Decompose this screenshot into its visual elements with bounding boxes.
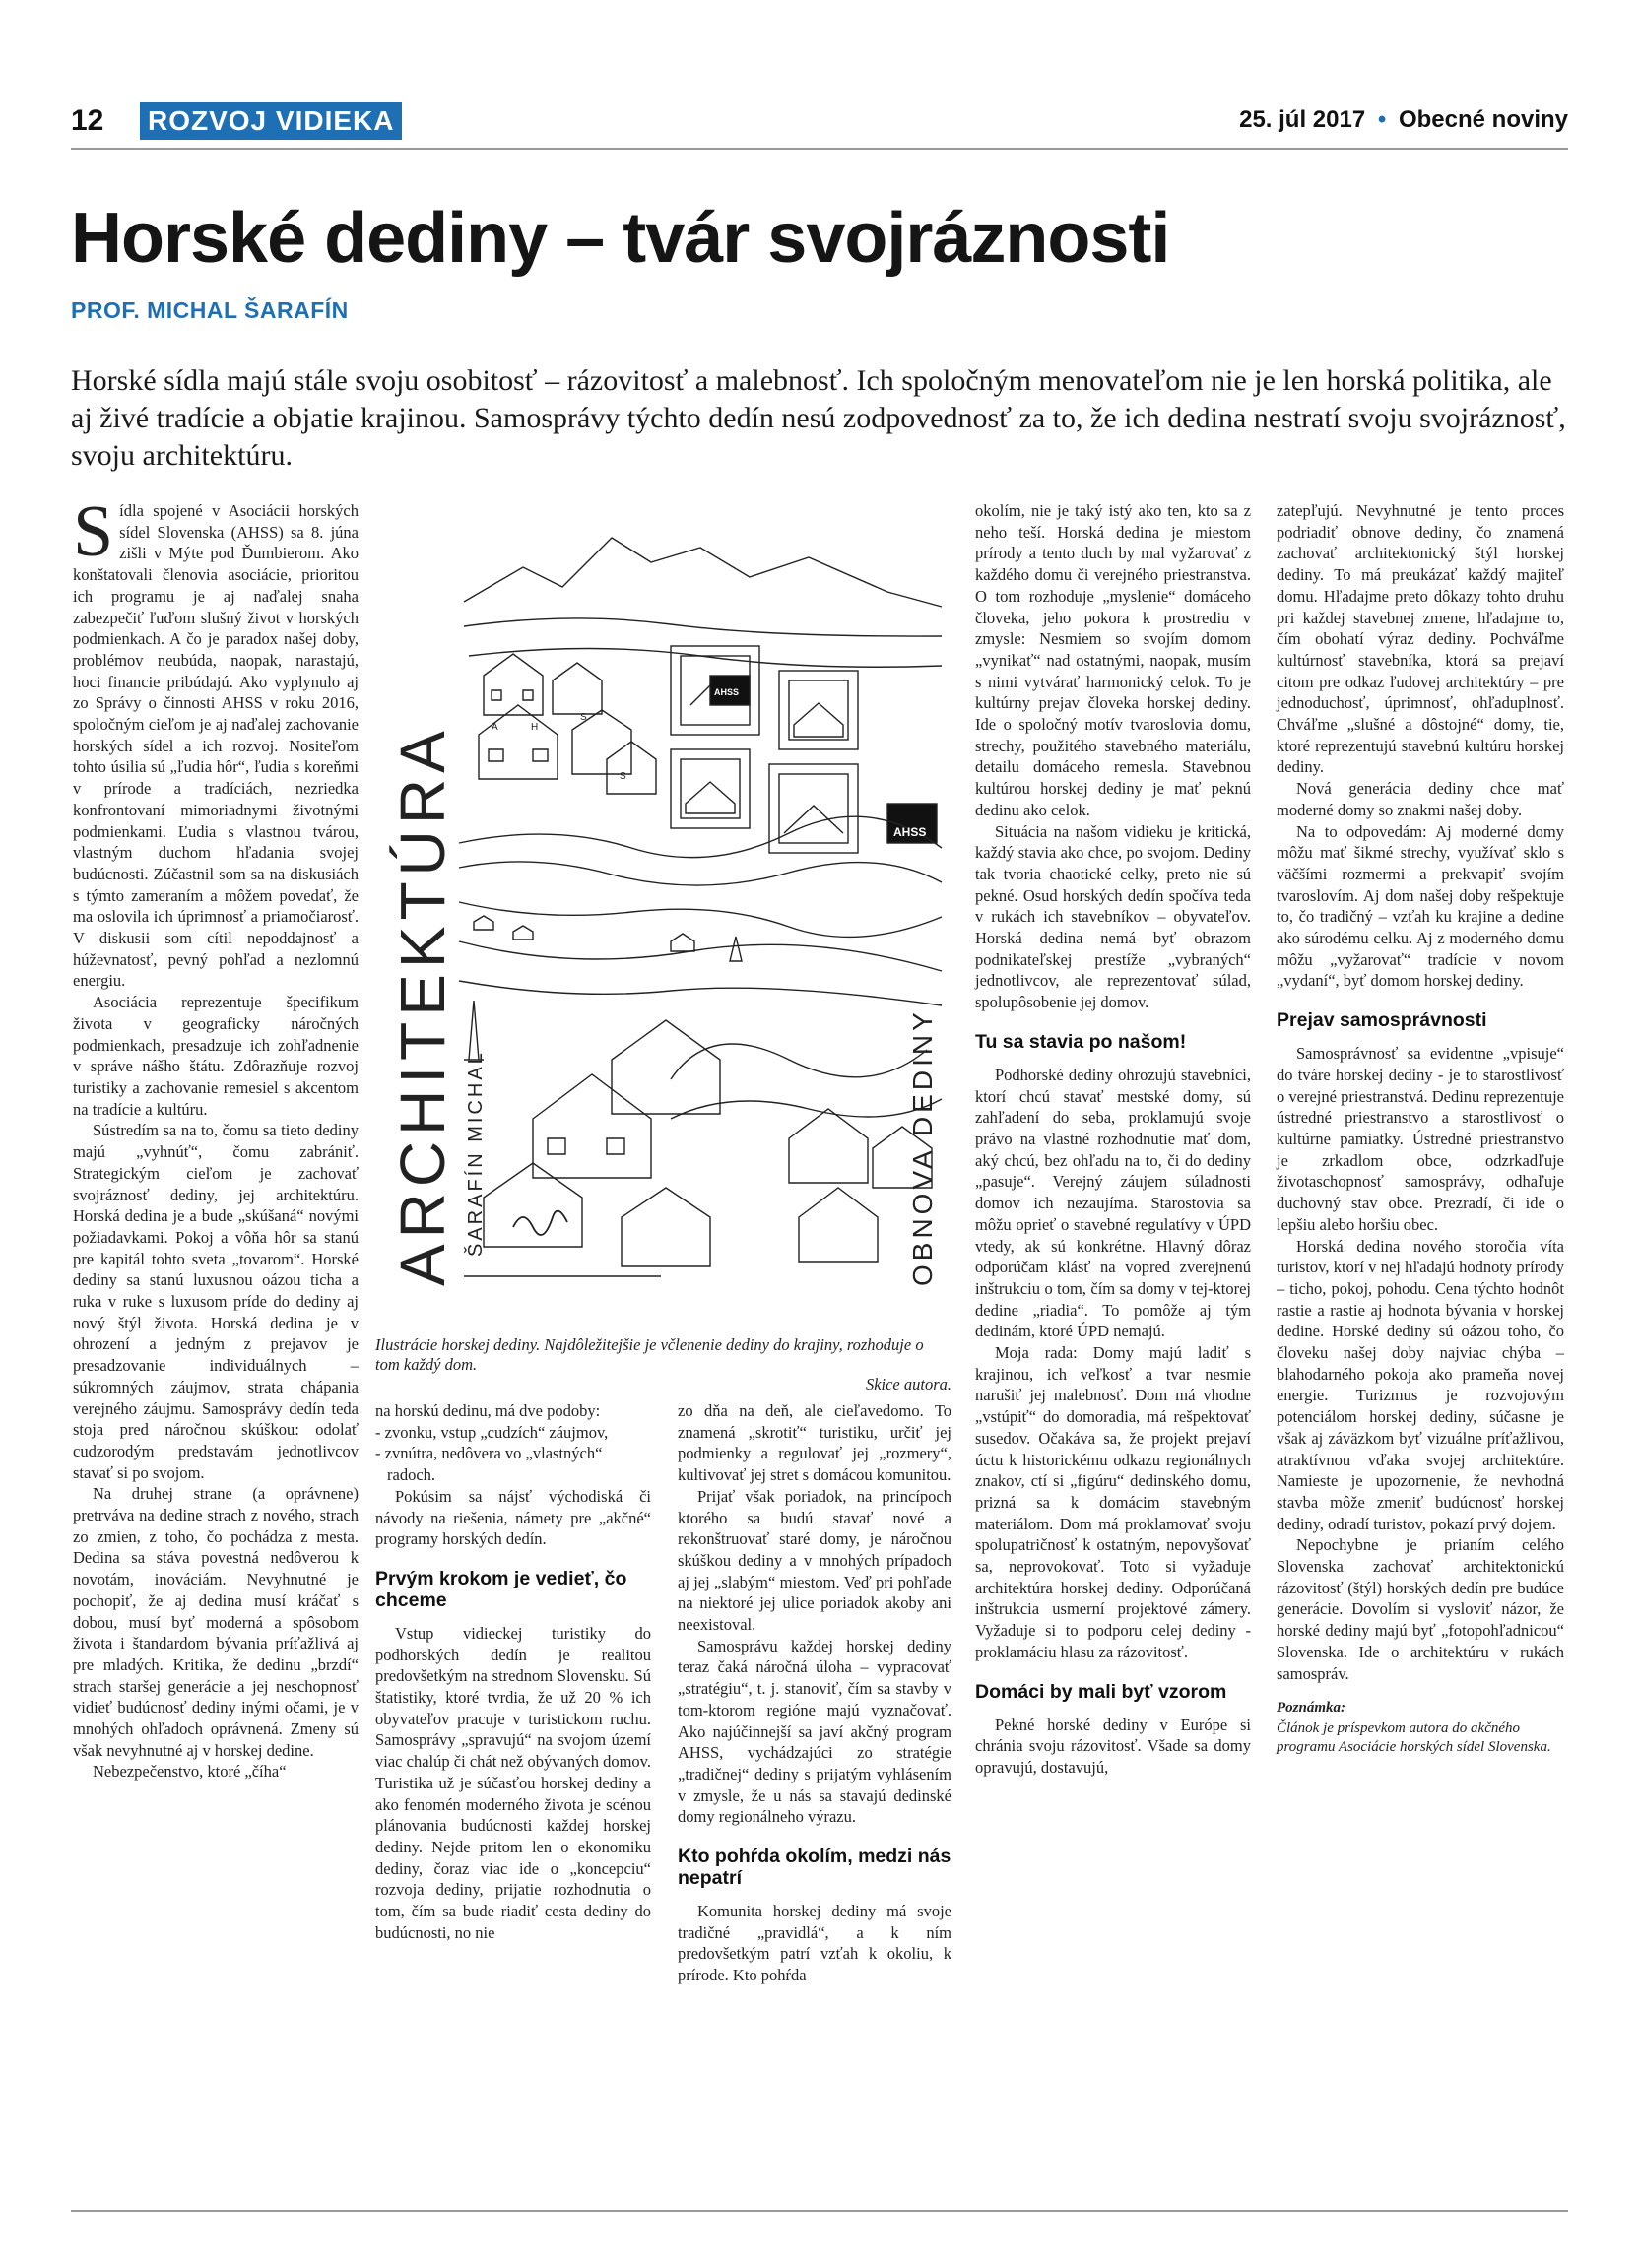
caption-credit: Skice autora. (865, 1375, 951, 1393)
list-item: - zvnútra, nedôvera vo „vlastných“ radoch. (375, 1444, 603, 1485)
paragraph: Pokúsim sa nájsť východiská či návody na riešenia, námety pre „akčné“ programy horských dedín. (375, 1486, 651, 1549)
issue-date: 25. júl 2017 (1239, 106, 1366, 133)
paragraph: Pekné horské dediny v Európe si chránia svoju rázovitosť. Všade sa domy opravujú, dostavujú, (975, 1715, 1251, 1777)
article-author: PROF. MICHAL ŠARAFÍN (71, 297, 349, 323)
column-5 (1277, 500, 1564, 1758)
paragraph: Sídla spojené v Asociácii horských sídel Slovenska (AHSS) sa 8. júna zišli v Mýte pod Ďumbierom. Ako konštatovali členovia asociácie, prioritou ich programu je aj naďalej snaha zabezpečiť ľuďom slušný život v horských podmienkach. A čo je paradox našej doby, problémov neubúda, naopak, narastajú, hoci financie pribúdajú. Ako vyplynulo aj zo Správy o činnosti AHSS v roku 2016, spoločným cieľom je aj naďalej zachovanie horských sídel a ich rozvoj. Nositeľom tohto úsilia sú „ľudia hôr“, ľudia s koreňmi v prírode a tradíciách, nezriedka konfrontovaní mimoriadnymi životnými podmienkami. Ľudia s vlastnou tvárou, vlastným duchom hľadania svojej budúcnosti. Zúčastnil som sa na diskusiách s týmto zameraním a môžem povedať, že ma oslovila ich úprimnosť a priamočiarosť. V diskusii som cítil nepoddajnosť a húževnatosť, pevný pohľad a nezlomnú energiu. (73, 491, 359, 991)
column-1 (73, 491, 359, 1782)
section-label: ROZVOJ VIDIEKA (140, 102, 402, 140)
paragraph: Nebezpečenstvo, ktoré „číha“ (93, 1762, 287, 1782)
paragraph: Na to odpovedám: Aj moderné domy môžu mať šikmé strechy, využívať sklo s väčšími rozmermi a prekvapiť svojím tvaroslovím. Aj dom našej doby rešpektuje to, čo tradičný – vzťah ku krajine a dedine ako súrodému celku. Aj z moderného domu môžu „vyžarovať“ tradície v novom „vydaní“, byť domom horskej dediny. (1277, 821, 1564, 991)
paragraph: Podhorské dediny ohrozujú stavebníci, ktorí chcú stavať mestské domy, sú zahľadení do seba, proklamujú svoje právo na vlastné rozhodnutie mať dom, aký chcú, bez ohľadu na to, či do dediny „pasuje“. Verejný záujem súladnosti domov ich nezaujíma. Starostovia sa môžu oprieť o stavebné regulatívy v ÚPD vtedy, ak sú konkrétne. Hlavný dôraz odporúčam klásť na vopred zverejnenú inštrukciu o tom, čím sa domy v tej-ktorej dedine „riadia“. To pomôže aj tým dedinám, ktoré ÚPD nemajú. (975, 1065, 1251, 1341)
caption-text: Ilustrácie horskej dediny. Najdôležitejšie je včlenenie dediny do krajiny, rozhoduje o tom každý dom. (375, 1335, 924, 1374)
figure-subtitle-vertical: OBNOVA DEDINY (907, 1008, 938, 1286)
subheading: Kto pohŕda okolím, medzi nás nepatrí (678, 1846, 951, 1890)
publication-name: Obecné noviny (1398, 106, 1568, 133)
figure-caption (375, 1335, 951, 1394)
paragraph: okolím, nie je taký istý ako ten, kto sa z neho teší. Horská dedina je miestom prírody a tento duch by mal vyžarovať z každého domu či verejného priestranstva. O tom rozhoduje „myslenie“ domáceho človeka, jeho pokora k prostrediu v zmysle: Nesmiem so svojím domom „vynikať“ nad ostatnými, naopak, musím s nimi vytvárať harmonický celok. To je kultúrny prejav človeka horskej dediny. Ide o spoločný motív tvaroslovia domu, strechy, použitého stavebného materiálu, detailu domáceho remesla. Stavebnou kultúrou horskej dediny je mať peknú dedinu ako celok. (975, 501, 1251, 819)
sign-letter: H (531, 722, 539, 733)
paragraph: Nepochybne je prianím celého Slovenska zachovať architektonickú rázovitosť (štýl) horských dedín pre budúce generácie. Dovolím si vysloviť názor, že horské dediny majú byť „fotopohľadnicou“ Slovenska. Ide o architektúru v rukách samospráv. (1277, 1535, 1564, 1683)
paragraph: Nová generácia dediny chce mať moderné domy so znakmi našej doby. (1277, 779, 1564, 819)
sketch-drawing (375, 508, 951, 1304)
paragraph: zo dňa na deň, ale cieľavedomo. To znamená „skrotiť“ turistiku, určiť jej podmienky a regulovať jej „rozmery“, kultivovať jej stret s domácou komunitou. (678, 1401, 951, 1485)
subheading: Prejav samosprávnosti (1277, 1009, 1487, 1032)
subheading: Tu sa stavia po našom! (975, 1030, 1187, 1053)
paragraph: Moja rada: Domy majú ladiť s krajinou, ich veľkosť a tvar nesmie narušiť jej malebnosť. Dom má vhodne „vstúpiť“ do domoradia, má rešpektovať susedov. Očakáva sa, že projekt prejaví úctu k historickému odkazu regionálnych znakov, ctí si „figúru“ dedinského domu, prizná sa k domácim stavebným materiálom. Dom má proklamovať svoju spolupatričnosť k ostatným, nepovyšovať sa, neprovokovať. Toto si vyžaduje architektúra horskej dediny. Odporúčaná inštrukcia usmerní projektové zámery. Vyžaduje si to podporu celej dediny - proklamáciu hlasu za rázovitosť. (975, 1343, 1251, 1661)
drop-cap: S (73, 491, 114, 572)
page-number: 12 (71, 104, 104, 137)
sign-letter: S (580, 712, 587, 723)
illustration-sketch (375, 508, 951, 1304)
sign-letter: S (620, 771, 626, 782)
paragraph: zatepľujú. Nevyhnutné je tento proces podriadiť obnove dediny, čo znamená zachovať architektonický štýl horskej dediny. To má preukázať každý majiteľ domu. Hľadajme preto dôkazy tohto druhu pri každej stavebnej zmene, hľadajme to, čím obohatí výraz dediny. Pochváľme kultúrnosť stavebníka, ktorá sa prejaví citom pre odkaz ľudovej architektúry – pre jednoduchosť, úprimnosť, ohľaduplnosť. Chváľme „slušné a dôstojné“ domy, tie, ktoré reprezentujú stavebnú kultúru horskej dediny. (1277, 501, 1564, 777)
list-item: - zvonku, vstup „cudzích“ záujmov, (375, 1422, 609, 1442)
ahss-logo-text: AHSS (893, 825, 927, 839)
subheading: Domáci by mali byť vzorom (975, 1680, 1227, 1703)
paragraph: Asociácia reprezentuje špecifikum života v geograficky náročných podmienkach, presadzuje ich zohľadnenie v správe nášho štátu. Zdôrazňuje rozvoj turistiky a zachovanie remesiel s akcentom na tradície a kultúru. (73, 993, 359, 1119)
paragraph: na horskú dedinu, má dve podoby: (375, 1401, 601, 1420)
column-3 (678, 1400, 951, 1986)
ahss-logo-small: AHSS (714, 687, 740, 697)
paragraph: Horská dedina nového storočia víta turistov, ktorí v nej hľadajú hodnoty prírody – ticho, pokoj, pohodu. Cena týchto hodnôt rastie a rastie aj hodnota bývania v horskej dedine. Horské dediny sú oázou toho, čo človeku našej doby najviac chýba – blahodarného pokoja ako prameňa novej energie. Turizmus je rozvojovým potenciálom horskej dediny, súčasne je však aj záväzkom byť vizuálne príťažlivou, atraktívnou vďaka svojej architektúre. Namieste je upozornenie, že nevhodná stavba môže zmeniť budúcnosť horskej dediny, odradí turistov, pokazí prvý dojem. (1277, 1236, 1564, 1533)
column-2 (375, 1400, 651, 1943)
subheading: Prvým krokom je vedieť, čo chceme (375, 1567, 627, 1611)
paragraph: Komunita horskej dediny má svoje tradičné „pravidlá“, a k ním predovšetkým patrí vzťah k okoliu, k prírode. Kto pohŕda (678, 1902, 951, 1985)
article-lead: Horské sídla majú stále svoju osobitosť – rázovitosť a malebnosť. Ich spoločným menovateľom nie je len horská politika, ale aj živé tradície a objatie krajinou. Samosprávy týchto dedín nesú zodpovednosť za to, že ich dedina nestratí svoju svojráznosť, svoju architektúru. (71, 364, 1566, 472)
paragraph: Situácia na našom vidieku je kritická, každý stavia ako chce, po svojom. Dediny tak tvoria chaotické celky, preto nie sú pekné. Osud horských dedín spočíva teda v rukách ich stavebníkov – obyvateľov. Horská dedina nemá byť obrazom podnikateľskej prestíže „vybraných“ jednotlivcov, ale reprezentovať súlad, spolupôsobenie jej domov. (975, 821, 1251, 1012)
page-header (71, 102, 1568, 142)
sign-letter: A (492, 722, 498, 733)
note-title: Poznámka: (1277, 1700, 1346, 1717)
note-text: Článok je príspevkom autora do akčného programu Asociácie horských sídel Slovenska. (1277, 1719, 1551, 1756)
issue-info (1239, 106, 1568, 134)
paragraph: Prijať však poriadok, na princípoch ktorého sa budú stavať nové a rekonštruovať staré domy, je náročnou skúškou dediny a v mnohých prípadoch aj jej „slabým“ miestom. Veď pri pohľade na niektoré jej ulice poriadok akoby ani neexistoval. (678, 1486, 951, 1635)
article-title: Horské dediny – tvár svojráznosti (71, 199, 1170, 278)
paragraph: Sústredím sa na to, čomu sa tieto dediny majú „vyhnúť“, čomu zabrániť. Strategickým cieľom je zachovať svojráznosť dediny, jej architektúru. Horská dedina je a bude „skúšaná“ novými požiadavkami. Pokoj a vôňa hôr sa stanú pre kapitál tohto sveta „tovarom“. Horské dediny sa stanú luxusnou oázou ticha a ruka v ruke s luxusom príde do dediny aj nový štýl života. Horská dedina je v ohrození a jedným z prejavov je presadzovanie individuálnych – súkromných záujmov, strata chápania verejného záujmu. Samosprávy dedín teda stoja pred náročnou skúškou: odolať cudzorodým predstavám jednotlivcov stavať si po svojom. (73, 1121, 359, 1482)
paragraph: Samosprávu každej horskej dediny teraz čaká náročná úloha – vypracovať „stratégiu“, t. j. stanoviť, čím sa stavby v tom-ktorom regióne majú vyznačovať. Ako najúčinnejší sa javí akčný program AHSS, vychádzajúci zo stratégie „tradičnej“ dediny s prijatým vyhlásením v zmysle, že u nás sa stavajú dedinské domy regionálneho výrazu. (678, 1636, 951, 1827)
column-4 (975, 500, 1251, 1779)
header-separator: • (1377, 106, 1387, 133)
header-rule (71, 148, 1568, 150)
footer-rule (71, 2210, 1568, 2212)
figure-title-vertical: ARCHITEKTÚRA (387, 725, 458, 1286)
figure-author-vertical: ŠARAFÍN MICHAL (465, 1050, 487, 1257)
paragraph: Samosprávnosť sa evidentne „vpisuje“ do tváre horskej dediny - je to starostlivosť o verejné priestranstvá. Dedinu reprezentuje ústredné priestranstvo a starostlivosť o kultúrne pamiatky. Ústredné priestranstvo je zrkadlom obce, odzrkadľuje životaschopnosť samosprávy, odhaľuje duchovný stav obce. Prezradí, či ide o lepšiu alebo horšiu obec. (1277, 1044, 1564, 1234)
bullet-list (375, 1422, 651, 1486)
paragraph: Na druhej strane (a oprávnene) pretrváva na dedine strach z nového, strach zo zmien, z toho, čo pochádza z mesta. Dedina sa stáva povestná nedôverou k novotám, inováciám. Nevyhnutné je pochopiť, že aj dedina musí kráčať s dobou, musí byť moderná a spôsobom života i štandardom bývania príťažlivá aj pre mladých. Kritika, že dedinu „brzdí“ strach staršej generácie a jej neschopnosť vidieť budúcnosť dediny inými očami, je v mnohých ohľadoch oprávnená. Zmeny sú však nevyhnutné aj v horskej dedine. (73, 1484, 359, 1760)
paragraph: Vstup vidieckej turistiky do podhorských dedín je realitou predovšetkým na strednom Slovensku. Sú štatistiky, ktoré tvrdia, že už 20 % ich obyvateľov pracuje v turistickom ruchu. Samosprávy „spravujú“ na svojom území viac chalúp či chát než obývaných domov. Turistika už je súčasťou horskej dediny a ako fenomén moderného života je scénou plánovania budúcnosti každej horskej dediny. Nejde pritom len o ekonomiku dediny, čoraz viac ide o „koncepciu“ rozvoja dediny, prijatie rozhodnutia o tom, čím sa bude riadiť cesta dediny do budúcnosti, no nie (375, 1623, 651, 1942)
